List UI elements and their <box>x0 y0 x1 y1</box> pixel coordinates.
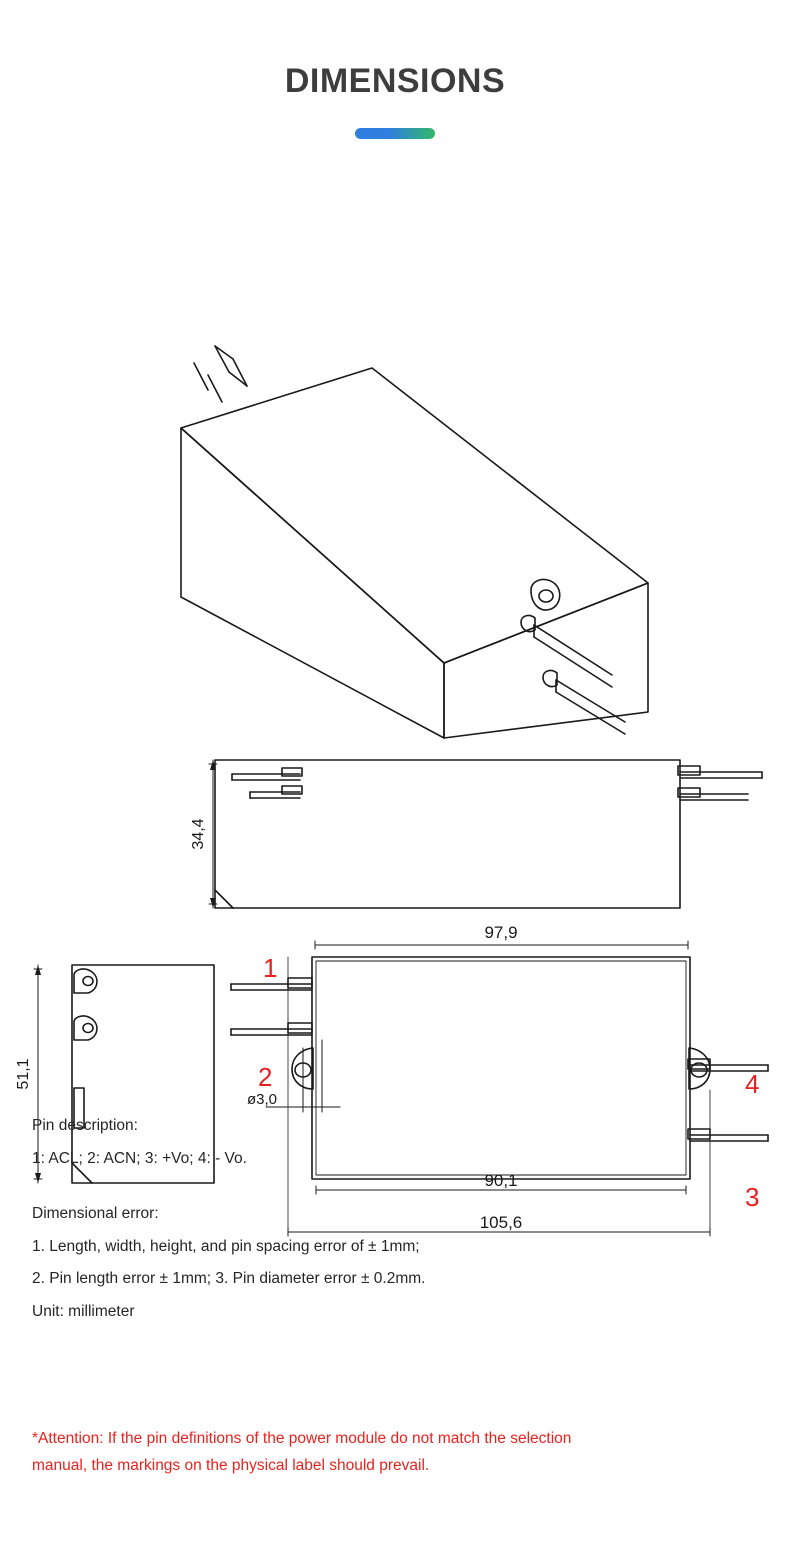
pin-description-line: 1: ACL; 2: ACN; 3: +Vo; 4: - Vo. <box>32 1149 247 1167</box>
isometric-view <box>181 346 648 738</box>
dimensional-error-line-1: 1. Length, width, height, and pin spacing error of ± 1mm; <box>32 1237 420 1255</box>
dimension-label-97-9: 97,9 <box>484 923 518 942</box>
notes-block <box>32 1118 772 1336</box>
dimensional-error-heading: Dimensional error: <box>32 1205 159 1222</box>
pin-callout-2: 2 <box>258 1062 273 1092</box>
attention-line-2: manual, the markings on the physical label should prevail. <box>32 1457 430 1475</box>
pin-callout-3: 3 <box>745 1182 760 1212</box>
side-view-top <box>215 760 762 908</box>
unit-line: Unit: millimeter <box>32 1302 135 1320</box>
dimension-hole-diameter <box>266 1040 340 1112</box>
title-underline-decoration <box>355 128 435 139</box>
dimension-label-34-4: 34,4 <box>190 818 207 850</box>
page-title: DIMENSIONS <box>284 62 506 100</box>
dimensional-error-line-2: 2. Pin length error ± 1mm; 3. Pin diameter error ± 0.2mm. <box>32 1270 426 1287</box>
dimension-label-90-1: 90,1 <box>484 1171 518 1190</box>
dimension-label-51-1: 51,1 <box>15 1058 32 1090</box>
pin-callout-1: 1 <box>263 953 278 983</box>
attention-note <box>32 1425 774 1479</box>
dimension-label-105-6: 105,6 <box>479 1213 523 1232</box>
pin-description-heading: Pin description: <box>32 1117 138 1134</box>
pin-callout-4: 4 <box>745 1069 760 1099</box>
attention-line-1: *Attention: If the pin definitions of the power module do not match the selection <box>32 1430 572 1447</box>
dimension-length-97-9 <box>315 941 688 949</box>
dimension-label-hole-diameter: ø3,0 <box>247 1091 278 1108</box>
